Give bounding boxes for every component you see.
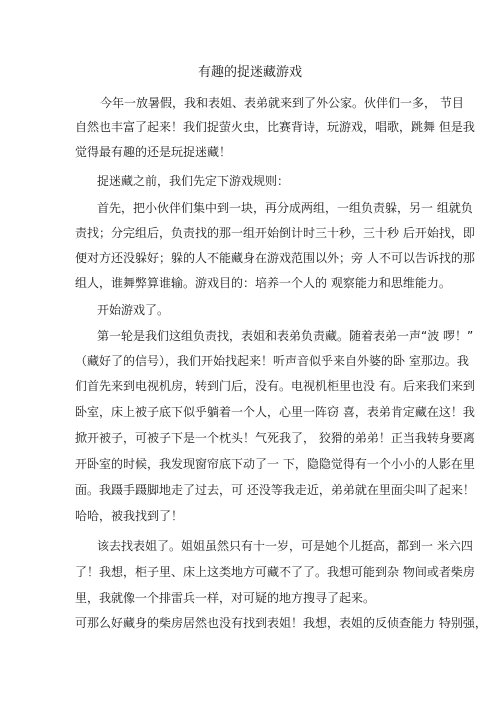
paragraph-line: 便对方还没躲好；躲的人不能藏身在游戏范围以外；旁 人不可以告诉找的那	[75, 251, 475, 265]
paragraph-line: 今年一放暑假，我和表姐、表弟就来到了外公家。伙伴们一多， 节目	[100, 96, 464, 110]
paragraph-line: 第一轮是我们这组负责找，表姐和表弟负责藏。随着表弟一声“波 啰！”	[97, 329, 474, 343]
paragraph-line: 开卧室的时候，我发现窗帘底下动了一 下，隐隐觉得有一个小小的人影在里	[75, 457, 475, 471]
paragraph-line: 们首先来到电视机房，转到门后，没有。电视机柜里也没 有。后来我们来到	[75, 379, 475, 393]
paragraph-line: 自然也丰富了起来！我们捉萤火虫，比赛背诗，玩游戏，唱歌，跳舞 但是我	[75, 120, 475, 134]
paragraph-line: 可那么好藏身的柴房居然也没有找到表姐！我想，表姐的反侦查能力 特别强，	[75, 616, 487, 630]
document-title: 有趣的捉迷藏游戏	[197, 65, 302, 80]
paragraph-line: 哈哈，被我找到了！	[75, 509, 184, 523]
paragraph-line: 首先，把小伙伴们集中到一块，再分成两组，一组负责躲，另一 组就负	[97, 201, 473, 215]
paragraph-line: 开始游戏了。	[97, 303, 170, 317]
paragraph-line: （藏好了的信号），我们开始找起来！听声音似乎来自外婆的卧 室那边。我	[75, 354, 469, 368]
paragraph-line: 觉得最有趣的还是玩捉迷藏！	[75, 145, 232, 159]
paragraph-line: 该去找表姐了。姐姐虽然只有十一岁，可是她个儿挺高，都到一 米六四	[97, 539, 473, 553]
paragraph-line: 面。我蹑手蹑脚地走了过去，可 还没等我走近，弟弟就在里面尖叫了起来！	[75, 483, 475, 497]
paragraph-line: 里，我就像一个排雷兵一样，对可疑的地方搜寻了起来。	[75, 591, 376, 605]
paragraph-line: 组人，谁舞弊算谁输。游戏目的：培养一个人的 观察能力和思维能力。	[75, 276, 451, 290]
paragraph-line: 捉迷藏之前，我们先定下游戏规则：	[97, 174, 290, 188]
paragraph-line: 卧室，床上被子底下似乎躺着一个人，心里一阵窃 喜，表弟肯定藏在这！我	[75, 405, 475, 419]
paragraph-line: 了！我想，柜子里、床上这类地方可藏不了了。我想可能到杂 物间或者柴房	[75, 565, 475, 579]
paragraph-line: 责找；分完组后，负责找的那一组开始倒计时三十秒，三十秒 后开始找，即	[75, 226, 475, 240]
paragraph-line: 掀开被子，可被子下是一个枕头！气死我了， 狡猾的弟弟！正当我转身要离	[75, 431, 475, 445]
